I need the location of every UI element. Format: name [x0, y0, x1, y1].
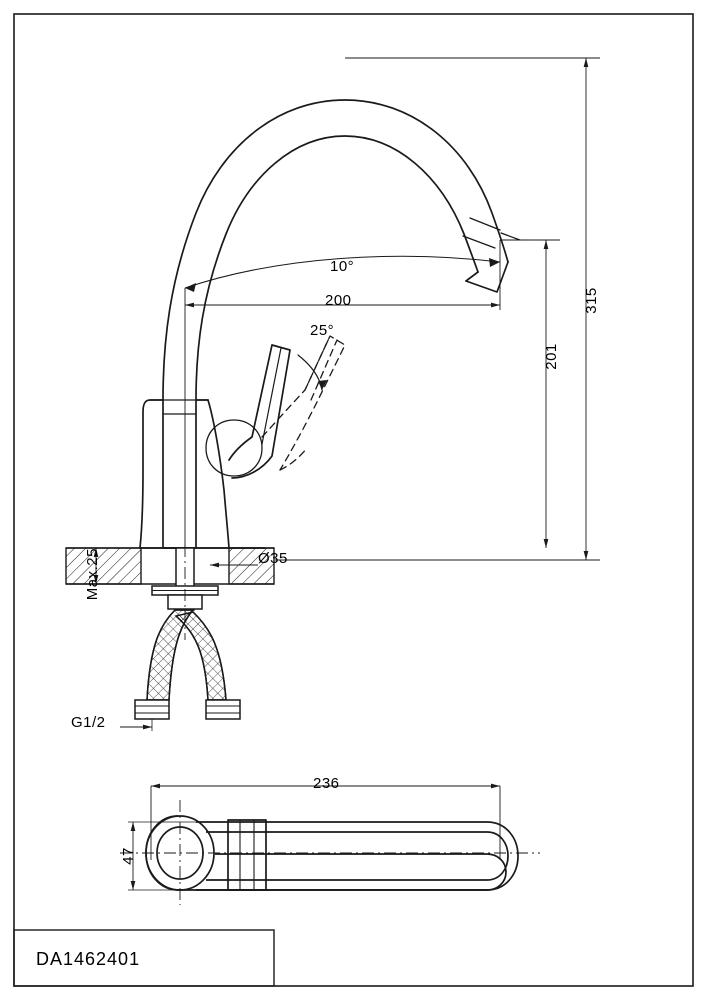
dimension-label-deck-thickness: Max.25 — [84, 548, 101, 601]
dimension-label-mounting-hole: Ø35 — [258, 550, 288, 567]
dimension-label-spout-reach: 200 — [325, 292, 352, 309]
supply-hoses — [135, 610, 240, 719]
dimension-label-overall-height: 315 — [582, 287, 600, 314]
faucet-plan-view — [120, 800, 540, 905]
dimension-label-handle-angle: 25° — [310, 322, 335, 339]
sheet-border — [14, 14, 693, 986]
dimension-label-supply-thread: G1/2 — [71, 714, 106, 731]
dimension-label-spout-angle: 10° — [330, 258, 355, 275]
part-number-label: DA1462401 — [36, 949, 141, 969]
dimension-label-plan-width: 47 — [120, 847, 137, 865]
dimension-lines-plan — [128, 786, 500, 890]
dimension-label-plan-length: 236 — [313, 775, 340, 792]
dimension-label-spout-height: 201 — [542, 343, 560, 370]
